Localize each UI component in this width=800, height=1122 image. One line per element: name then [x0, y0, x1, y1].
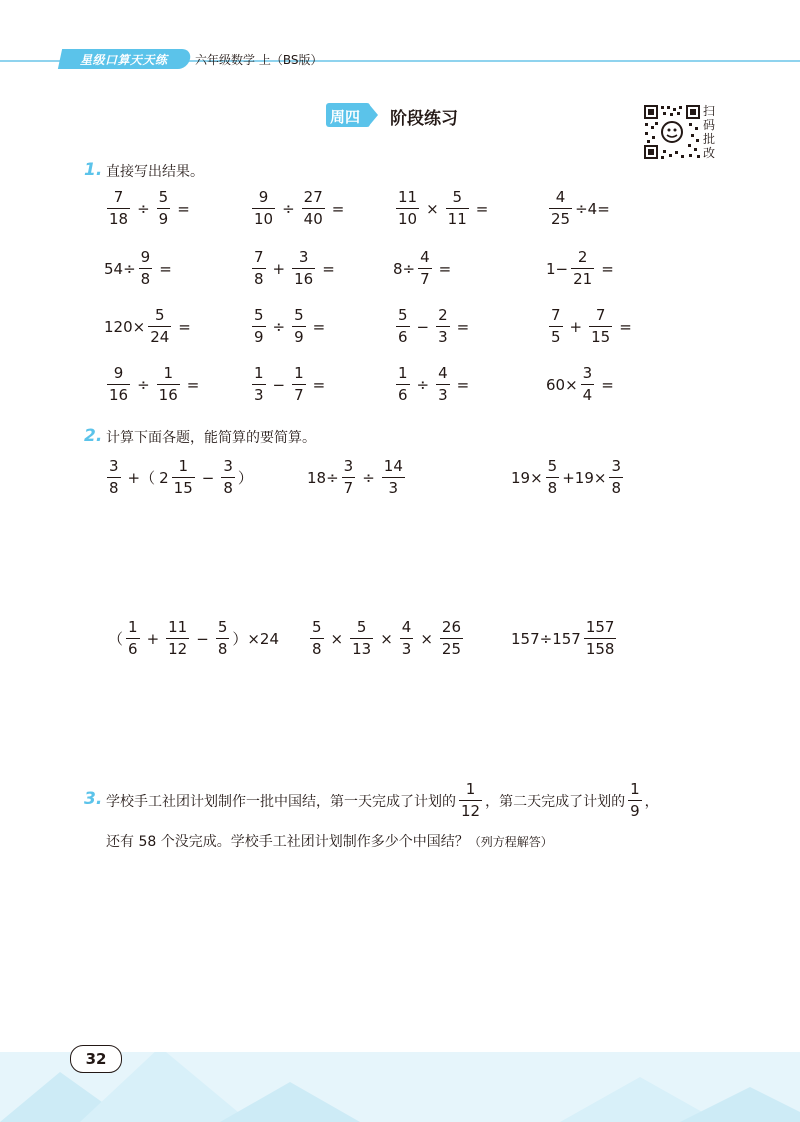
calc-item: $\frac{7}{8}$ + $\frac{3}{16}$ = [254, 248, 335, 288]
calc-item: 8÷ $\frac{4}{7}$ = [393, 248, 452, 288]
calc-item: $\frac{9}{16}$ ÷ $\frac{1}{16}$ = [109, 364, 200, 404]
calc-item: $\frac{7}{18}$ ÷ $\frac{5}{9}$ = [109, 188, 190, 228]
calc-problem: 157÷157 $\frac{157}{158}$ [511, 618, 615, 658]
calc-item: $\frac{9}{10}$ ÷ $\frac{27}{40}$ = [254, 188, 345, 228]
calc-problem: $\frac{3}{8}$ +（ 2 $\frac{1}{15}$ − $\frac{3}{8}$ ） [109, 457, 253, 497]
section-2-number: 2. [84, 426, 103, 446]
calc-item: $\frac{1}{3}$ − $\frac{1}{7}$ = [254, 364, 326, 404]
day-label: 周四 [330, 108, 361, 126]
page-title: 阶段练习 [390, 109, 458, 129]
section-1-number: 1. [84, 160, 103, 180]
word-problem-line-1: 学校手工社团计划制作一批中国结，第一天完成了计划的 $\frac{1}{12}$ ，第二天完成了计划的 $\frac{1}{9}$ ， [106, 780, 659, 820]
calc-item: $\frac{5}{9}$ ÷ $\frac{5}{9}$ = [254, 306, 326, 346]
series-title: 星级口算天天练 [80, 53, 168, 67]
book-title: 六年级数学 上（BS版） [195, 53, 323, 67]
calc-item: $\frac{5}{6}$ − $\frac{2}{3}$ = [398, 306, 470, 346]
calc-item: 1− $\frac{2}{21}$ = [546, 248, 614, 288]
section-1-title: 直接写出结果。 [106, 164, 204, 180]
qr-label: 扫码批改 [703, 104, 716, 160]
section-2-title: 计算下面各题，能简算的要简算。 [106, 430, 316, 446]
page-number: 32 [70, 1045, 122, 1073]
calc-item: 60× $\frac{3}{4}$ = [546, 364, 614, 404]
calc-item: 54÷ $\frac{9}{8}$ = [104, 248, 172, 288]
calc-item: $\frac{11}{10}$ × $\frac{5}{11}$ = [398, 188, 489, 228]
calc-problem: （ $\frac{1}{6}$ + $\frac{11}{12}$ − $\frac{5}{8}$ ）×24 [108, 618, 280, 658]
calc-item: $\frac{4}{25}$ ÷4= [551, 188, 610, 228]
qr-code-icon[interactable] [643, 104, 701, 160]
calc-item: $\frac{1}{6}$ ÷ $\frac{4}{3}$ = [398, 364, 470, 404]
calc-item: 120× $\frac{5}{24}$ = [104, 306, 191, 346]
calc-problem: 18÷ $\frac{3}{7}$ ÷ $\frac{14}{3}$ [307, 457, 403, 497]
day-badge-arrow [368, 103, 378, 127]
calc-item: $\frac{7}{5}$ + $\frac{7}{15}$ = [551, 306, 632, 346]
word-problem-line-2: 还有 58 个没完成。学校手工社团计划制作多少个中国结？ （列方程解答） [106, 834, 553, 850]
calc-problem: $\frac{5}{8}$ × $\frac{5}{13}$ × $\frac{4}{3}$ × $\frac{26}{25}$ [312, 618, 462, 658]
section-3-number: 3. [84, 789, 103, 809]
calc-problem: 19× $\frac{5}{8}$ +19× $\frac{3}{8}$ [511, 457, 621, 497]
